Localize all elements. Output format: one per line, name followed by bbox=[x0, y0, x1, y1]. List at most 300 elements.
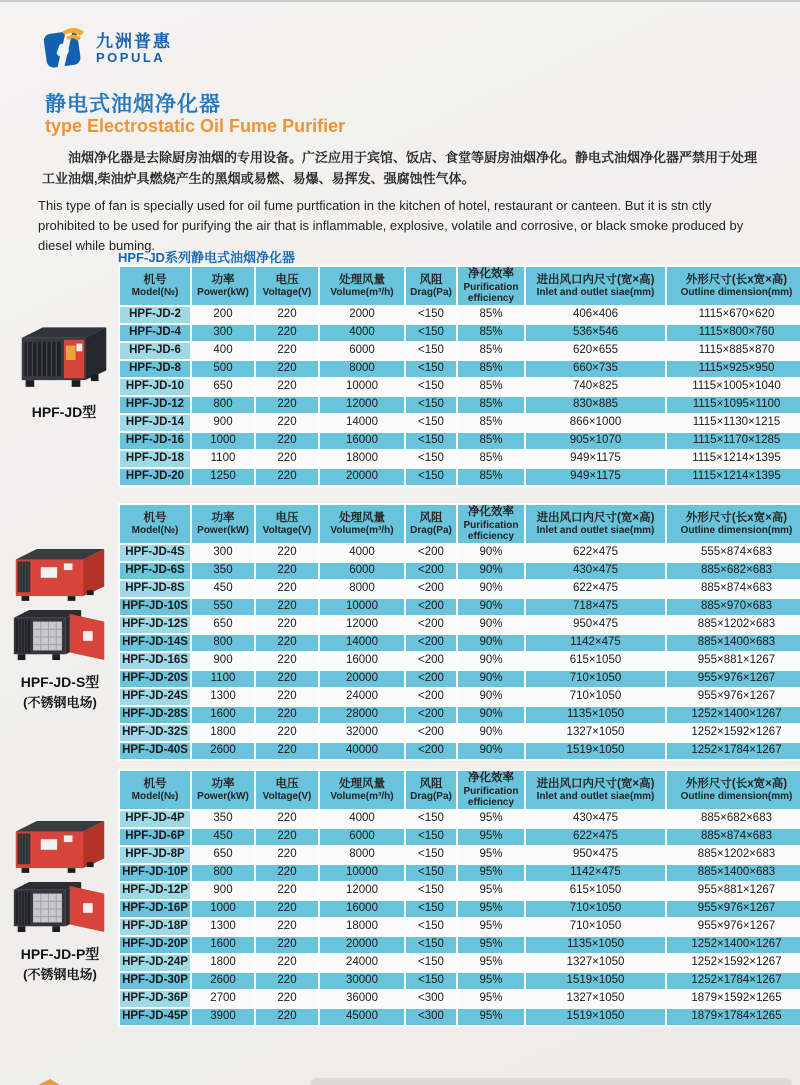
data-cell: 1519×1050 bbox=[525, 1008, 666, 1026]
data-cell: 1115×1214×1395 bbox=[666, 468, 800, 486]
data-cell: 18000 bbox=[319, 918, 405, 936]
data-cell: 14000 bbox=[319, 634, 405, 652]
table-row bbox=[119, 688, 800, 706]
data-cell: 220 bbox=[255, 936, 319, 954]
data-cell: 220 bbox=[255, 724, 319, 742]
data-cell: 300 bbox=[191, 324, 255, 342]
data-cell: 220 bbox=[255, 688, 319, 706]
table-row bbox=[119, 450, 800, 468]
data-cell: 90% bbox=[457, 724, 525, 742]
data-cell: 660×735 bbox=[525, 360, 666, 378]
data-cell: 955×976×1267 bbox=[666, 670, 800, 688]
data-cell: 710×1050 bbox=[525, 670, 666, 688]
product-sublabel: (不锈钢电场) bbox=[23, 967, 97, 982]
column-header: 处理风量 Volume(m³/h) bbox=[319, 504, 405, 544]
data-cell: 1115×1095×1100 bbox=[666, 396, 800, 414]
data-cell: 4000 bbox=[319, 544, 405, 562]
product-photo-hpf-jd-icon bbox=[10, 320, 118, 398]
data-cell: 1327×1050 bbox=[525, 954, 666, 972]
data-cell: 95% bbox=[457, 954, 525, 972]
data-cell: 14000 bbox=[319, 414, 405, 432]
data-cell: 1300 bbox=[191, 688, 255, 706]
data-cell: 220 bbox=[255, 954, 319, 972]
data-cell: 2700 bbox=[191, 990, 255, 1008]
data-cell: 95% bbox=[457, 990, 525, 1008]
product-label: HPF-JD-P型 bbox=[20, 946, 100, 962]
data-cell: 500 bbox=[191, 360, 255, 378]
data-cell: 1879×1592×1265 bbox=[666, 990, 800, 1008]
data-cell: 1142×475 bbox=[525, 634, 666, 652]
data-cell: 220 bbox=[255, 828, 319, 846]
data-cell: 220 bbox=[255, 450, 319, 468]
model-cell: HPF-JD-12 bbox=[119, 396, 191, 414]
data-cell: 85% bbox=[457, 450, 525, 468]
data-cell: 615×1050 bbox=[525, 652, 666, 670]
data-cell: <200 bbox=[405, 742, 457, 760]
data-cell: 536×546 bbox=[525, 324, 666, 342]
model-cell: HPF-JD-2 bbox=[119, 306, 191, 324]
data-cell: 220 bbox=[255, 1008, 319, 1026]
data-cell: <150 bbox=[405, 882, 457, 900]
data-cell: 220 bbox=[255, 342, 319, 360]
data-cell: <200 bbox=[405, 580, 457, 598]
column-header: 进出风口内尺寸(宽×高) Inlet and outlet siae(mm) bbox=[525, 504, 666, 544]
company-name-cn: 九洲普惠 bbox=[96, 31, 172, 51]
data-cell: 866×1000 bbox=[525, 414, 666, 432]
data-cell: <200 bbox=[405, 634, 457, 652]
data-cell: 710×1050 bbox=[525, 918, 666, 936]
table-row bbox=[119, 882, 800, 900]
data-cell: 95% bbox=[457, 846, 525, 864]
column-header: 风阻 Drag(Pa) bbox=[405, 266, 457, 306]
model-cell: HPF-JD-18P bbox=[119, 918, 191, 936]
table-row bbox=[119, 634, 800, 652]
data-cell: 1115×1005×1040 bbox=[666, 378, 800, 396]
table-row bbox=[119, 652, 800, 670]
data-cell: 450 bbox=[191, 580, 255, 598]
data-cell: 620×655 bbox=[525, 342, 666, 360]
data-cell: 1252×1784×1267 bbox=[666, 972, 800, 990]
series-section-title: HPF-JD系列静电式油烟净化器 bbox=[118, 250, 295, 265]
data-cell: 740×825 bbox=[525, 378, 666, 396]
table-row bbox=[119, 580, 800, 598]
data-cell: 430×475 bbox=[525, 810, 666, 828]
data-cell: 220 bbox=[255, 990, 319, 1008]
data-cell: 1135×1050 bbox=[525, 706, 666, 724]
data-cell: 3900 bbox=[191, 1008, 255, 1026]
data-cell: 12000 bbox=[319, 882, 405, 900]
data-cell: 800 bbox=[191, 396, 255, 414]
data-cell: 905×1070 bbox=[525, 432, 666, 450]
page-title-cn: 静电式油烟净化器 bbox=[45, 93, 221, 116]
data-cell: 4000 bbox=[319, 324, 405, 342]
intro-paragraph-cn: 油烟净化器是去除厨房油烟的专用设备。广泛应用于宾馆、饭店、食堂等厨房油烟净化。静电式油烟净化器严禁用于处理工业油烟,柴油炉具燃烧产生的黑烟或易燃、易爆、易挥发、强腐蚀性气体。 bbox=[42, 150, 758, 186]
data-cell: 85% bbox=[457, 342, 525, 360]
data-cell: 8000 bbox=[319, 580, 405, 598]
model-cell: HPF-JD-20P bbox=[119, 936, 191, 954]
model-cell: HPF-JD-10S bbox=[119, 598, 191, 616]
table-row bbox=[119, 544, 800, 562]
product-label: HPF-JD-S型 bbox=[20, 674, 100, 690]
data-cell: 885×1202×683 bbox=[666, 616, 800, 634]
table-row bbox=[119, 468, 800, 486]
table-row bbox=[119, 706, 800, 724]
data-cell: 955×976×1267 bbox=[666, 900, 800, 918]
data-cell: 1115×925×950 bbox=[666, 360, 800, 378]
data-cell: <200 bbox=[405, 724, 457, 742]
model-cell: HPF-JD-28S bbox=[119, 706, 191, 724]
model-cell: HPF-JD-45P bbox=[119, 1008, 191, 1026]
data-cell: 220 bbox=[255, 652, 319, 670]
data-cell: 718×475 bbox=[525, 598, 666, 616]
next-page-logo-peek bbox=[38, 1079, 60, 1085]
data-cell: 95% bbox=[457, 972, 525, 990]
column-header: 电压 Voltage(V) bbox=[255, 770, 319, 810]
data-cell: 20000 bbox=[319, 468, 405, 486]
data-cell: 885×874×683 bbox=[666, 828, 800, 846]
data-cell: 650 bbox=[191, 378, 255, 396]
data-cell: 95% bbox=[457, 1008, 525, 1026]
table-row bbox=[119, 864, 800, 882]
data-cell: 400 bbox=[191, 342, 255, 360]
data-cell: 90% bbox=[457, 598, 525, 616]
data-cell: <150 bbox=[405, 954, 457, 972]
column-header: 风阻 Drag(Pa) bbox=[405, 770, 457, 810]
data-cell: 6000 bbox=[319, 342, 405, 360]
data-cell: 220 bbox=[255, 742, 319, 760]
data-cell: 220 bbox=[255, 432, 319, 450]
table-row bbox=[119, 616, 800, 634]
data-cell: 1600 bbox=[191, 936, 255, 954]
data-cell: <150 bbox=[405, 828, 457, 846]
model-cell: HPF-JD-24P bbox=[119, 954, 191, 972]
data-cell: 830×885 bbox=[525, 396, 666, 414]
data-cell: <150 bbox=[405, 432, 457, 450]
data-cell: 1142×475 bbox=[525, 864, 666, 882]
column-header: 外形尺寸(长x宽×高) Outline dimension(mm) bbox=[666, 504, 800, 544]
model-cell: HPF-JD-8S bbox=[119, 580, 191, 598]
data-cell: 85% bbox=[457, 432, 525, 450]
table-row bbox=[119, 562, 800, 580]
data-cell: 220 bbox=[255, 598, 319, 616]
product-figure-hpf-jd-p bbox=[6, 816, 114, 983]
data-cell: 1115×1170×1285 bbox=[666, 432, 800, 450]
data-cell: <150 bbox=[405, 414, 457, 432]
data-cell: 900 bbox=[191, 652, 255, 670]
company-logo bbox=[40, 22, 172, 75]
model-cell: HPF-JD-32S bbox=[119, 724, 191, 742]
data-cell: 220 bbox=[255, 360, 319, 378]
model-cell: HPF-JD-16S bbox=[119, 652, 191, 670]
data-cell: 220 bbox=[255, 616, 319, 634]
model-cell: HPF-JD-10 bbox=[119, 378, 191, 396]
table-header-row bbox=[119, 266, 800, 306]
column-header: 功率 Power(kW) bbox=[191, 266, 255, 306]
data-cell: <150 bbox=[405, 360, 457, 378]
data-cell: 1115×800×760 bbox=[666, 324, 800, 342]
data-cell: 622×475 bbox=[525, 580, 666, 598]
data-cell: 885×970×683 bbox=[666, 598, 800, 616]
table-row bbox=[119, 670, 800, 688]
data-cell: 406×406 bbox=[525, 306, 666, 324]
data-cell: 200 bbox=[191, 306, 255, 324]
data-cell: <200 bbox=[405, 616, 457, 634]
data-cell: 95% bbox=[457, 936, 525, 954]
table-row bbox=[119, 598, 800, 616]
data-cell: 10000 bbox=[319, 598, 405, 616]
data-cell: <200 bbox=[405, 598, 457, 616]
page-top-rule bbox=[0, 0, 800, 2]
data-cell: <200 bbox=[405, 688, 457, 706]
data-cell: 220 bbox=[255, 468, 319, 486]
spec-table-hpf-jd-p bbox=[118, 769, 800, 1027]
table-header-row bbox=[119, 504, 800, 544]
data-cell: 1100 bbox=[191, 450, 255, 468]
data-cell: 6000 bbox=[319, 562, 405, 580]
popula-logo-icon bbox=[40, 22, 88, 75]
data-cell: 220 bbox=[255, 900, 319, 918]
column-header: 机号 Model(№) bbox=[119, 770, 191, 810]
data-cell: 85% bbox=[457, 324, 525, 342]
table-row bbox=[119, 1008, 800, 1026]
table-row bbox=[119, 990, 800, 1008]
data-cell: <150 bbox=[405, 378, 457, 396]
data-cell: 949×1175 bbox=[525, 468, 666, 486]
data-cell: 24000 bbox=[319, 688, 405, 706]
data-cell: 16000 bbox=[319, 900, 405, 918]
data-cell: 1100 bbox=[191, 670, 255, 688]
data-cell: 95% bbox=[457, 900, 525, 918]
data-cell: 12000 bbox=[319, 616, 405, 634]
column-header: 净化效率 Purification efficiency bbox=[457, 770, 525, 810]
data-cell: 8000 bbox=[319, 360, 405, 378]
table-header-row bbox=[119, 770, 800, 810]
table-row bbox=[119, 810, 800, 828]
data-cell: 900 bbox=[191, 882, 255, 900]
data-cell: 2600 bbox=[191, 742, 255, 760]
data-cell: 622×475 bbox=[525, 828, 666, 846]
data-cell: 90% bbox=[457, 634, 525, 652]
data-cell: 16000 bbox=[319, 432, 405, 450]
data-cell: 1600 bbox=[191, 706, 255, 724]
data-cell: <200 bbox=[405, 544, 457, 562]
data-cell: 1000 bbox=[191, 432, 255, 450]
company-name-en: POPULA bbox=[96, 49, 166, 65]
data-cell: 220 bbox=[255, 562, 319, 580]
data-cell: 220 bbox=[255, 706, 319, 724]
data-cell: <150 bbox=[405, 324, 457, 342]
data-cell: 350 bbox=[191, 562, 255, 580]
table-row bbox=[119, 342, 800, 360]
model-cell: HPF-JD-20 bbox=[119, 468, 191, 486]
table-row bbox=[119, 900, 800, 918]
product-photo-closed-red-icon bbox=[6, 544, 114, 602]
table-row bbox=[119, 846, 800, 864]
data-cell: 8000 bbox=[319, 846, 405, 864]
model-cell: HPF-JD-4P bbox=[119, 810, 191, 828]
table-row bbox=[119, 360, 800, 378]
data-cell: 1115×670×620 bbox=[666, 306, 800, 324]
data-cell: 85% bbox=[457, 414, 525, 432]
table-row bbox=[119, 954, 800, 972]
column-header: 机号 Model(№) bbox=[119, 504, 191, 544]
data-cell: 615×1050 bbox=[525, 882, 666, 900]
data-cell: 220 bbox=[255, 634, 319, 652]
data-cell: 220 bbox=[255, 670, 319, 688]
spec-table-hpf-jd-s bbox=[118, 503, 800, 761]
product-sublabel: (不锈钢电场) bbox=[23, 695, 97, 710]
data-cell: 10000 bbox=[319, 864, 405, 882]
model-cell: HPF-JD-8 bbox=[119, 360, 191, 378]
data-cell: 622×475 bbox=[525, 544, 666, 562]
column-header: 机号 Model(№) bbox=[119, 266, 191, 306]
data-cell: 220 bbox=[255, 396, 319, 414]
data-cell: 1519×1050 bbox=[525, 972, 666, 990]
product-photo-open-door-icon bbox=[6, 604, 114, 668]
data-cell: 300 bbox=[191, 544, 255, 562]
column-header: 净化效率 Purification efficiency bbox=[457, 504, 525, 544]
data-cell: 220 bbox=[255, 324, 319, 342]
product-photo-open-door-icon bbox=[6, 876, 114, 940]
table-row bbox=[119, 936, 800, 954]
data-cell: <200 bbox=[405, 706, 457, 724]
spec-table-hpf-jd bbox=[118, 265, 800, 487]
data-cell: 32000 bbox=[319, 724, 405, 742]
data-cell: 710×1050 bbox=[525, 688, 666, 706]
data-cell: 885×1202×683 bbox=[666, 846, 800, 864]
data-cell: 220 bbox=[255, 580, 319, 598]
data-cell: 90% bbox=[457, 670, 525, 688]
data-cell: 885×682×683 bbox=[666, 810, 800, 828]
intro-paragraph-en: This type of fan is specially used for oil fume purtfication in the kitchen of hotel, restaurant or canteen. But it is stn ctly prohibited to be used for purifying the air that is inflammable, explosive, volatile and corrosive, or black smoke produced by diesel while buming. bbox=[38, 198, 744, 254]
data-cell: 550 bbox=[191, 598, 255, 616]
data-cell: 220 bbox=[255, 306, 319, 324]
next-page-edge bbox=[310, 1078, 792, 1085]
data-cell: 955×976×1267 bbox=[666, 688, 800, 706]
data-cell: <150 bbox=[405, 846, 457, 864]
data-cell: 6000 bbox=[319, 828, 405, 846]
data-cell: 1252×1784×1267 bbox=[666, 742, 800, 760]
model-cell: HPF-JD-20S bbox=[119, 670, 191, 688]
data-cell: 220 bbox=[255, 864, 319, 882]
data-cell: 1250 bbox=[191, 468, 255, 486]
data-cell: 18000 bbox=[319, 450, 405, 468]
table-row bbox=[119, 324, 800, 342]
data-cell: 955×976×1267 bbox=[666, 918, 800, 936]
data-cell: 90% bbox=[457, 616, 525, 634]
data-cell: 220 bbox=[255, 378, 319, 396]
model-cell: HPF-JD-12P bbox=[119, 882, 191, 900]
data-cell: <200 bbox=[405, 670, 457, 688]
data-cell: 800 bbox=[191, 634, 255, 652]
data-cell: <200 bbox=[405, 562, 457, 580]
table-row bbox=[119, 742, 800, 760]
data-cell: 1327×1050 bbox=[525, 724, 666, 742]
table-row bbox=[119, 724, 800, 742]
data-cell: <150 bbox=[405, 864, 457, 882]
data-cell: 555×874×683 bbox=[666, 544, 800, 562]
model-cell: HPF-JD-16 bbox=[119, 432, 191, 450]
column-header: 处理风量 Volume(m³/h) bbox=[319, 770, 405, 810]
data-cell: 800 bbox=[191, 864, 255, 882]
data-cell: 2000 bbox=[319, 306, 405, 324]
data-cell: 95% bbox=[457, 828, 525, 846]
data-cell: 20000 bbox=[319, 670, 405, 688]
table-row bbox=[119, 414, 800, 432]
data-cell: <300 bbox=[405, 1008, 457, 1026]
data-cell: 885×1400×683 bbox=[666, 634, 800, 652]
data-cell: 95% bbox=[457, 810, 525, 828]
data-cell: 1000 bbox=[191, 900, 255, 918]
data-cell: 95% bbox=[457, 864, 525, 882]
model-cell: HPF-JD-6 bbox=[119, 342, 191, 360]
column-header: 处理风量 Volume(m³/h) bbox=[319, 266, 405, 306]
data-cell: 650 bbox=[191, 616, 255, 634]
data-cell: 45000 bbox=[319, 1008, 405, 1026]
data-cell: <150 bbox=[405, 972, 457, 990]
column-header: 风阻 Drag(Pa) bbox=[405, 504, 457, 544]
page-title-en: type Electrostatic Oil Fume Purifier bbox=[45, 116, 346, 136]
data-cell: 350 bbox=[191, 810, 255, 828]
data-cell: 2600 bbox=[191, 972, 255, 990]
data-cell: <300 bbox=[405, 990, 457, 1008]
model-cell: HPF-JD-4S bbox=[119, 544, 191, 562]
column-header: 电压 Voltage(V) bbox=[255, 504, 319, 544]
product-figure-hpf-jd-s bbox=[6, 544, 114, 711]
model-cell: HPF-JD-4 bbox=[119, 324, 191, 342]
data-cell: 28000 bbox=[319, 706, 405, 724]
column-header: 进出风口内尺寸(宽×高) Inlet and outlet siae(mm) bbox=[525, 770, 666, 810]
data-cell: 1252×1592×1267 bbox=[666, 724, 800, 742]
data-cell: 90% bbox=[457, 706, 525, 724]
data-cell: 900 bbox=[191, 414, 255, 432]
data-cell: 90% bbox=[457, 688, 525, 706]
data-cell: 430×475 bbox=[525, 562, 666, 580]
data-cell: 90% bbox=[457, 562, 525, 580]
table-row bbox=[119, 396, 800, 414]
data-cell: 95% bbox=[457, 918, 525, 936]
data-cell: 85% bbox=[457, 396, 525, 414]
data-cell: 950×475 bbox=[525, 616, 666, 634]
data-cell: 85% bbox=[457, 378, 525, 396]
data-cell: 220 bbox=[255, 544, 319, 562]
model-cell: HPF-JD-14S bbox=[119, 634, 191, 652]
data-cell: 1135×1050 bbox=[525, 936, 666, 954]
model-cell: HPF-JD-6S bbox=[119, 562, 191, 580]
data-cell: 955×881×1267 bbox=[666, 882, 800, 900]
table-row bbox=[119, 828, 800, 846]
data-cell: 16000 bbox=[319, 652, 405, 670]
data-cell: 710×1050 bbox=[525, 900, 666, 918]
column-header: 净化效率 Purification efficiency bbox=[457, 266, 525, 306]
data-cell: <200 bbox=[405, 652, 457, 670]
data-cell: 220 bbox=[255, 882, 319, 900]
data-cell: 36000 bbox=[319, 990, 405, 1008]
data-cell: <150 bbox=[405, 936, 457, 954]
model-cell: HPF-JD-24S bbox=[119, 688, 191, 706]
data-cell: 949×1175 bbox=[525, 450, 666, 468]
product-label: HPF-JD型 bbox=[31, 404, 97, 420]
column-header: 电压 Voltage(V) bbox=[255, 266, 319, 306]
table-row bbox=[119, 378, 800, 396]
data-cell: 950×475 bbox=[525, 846, 666, 864]
data-cell: <150 bbox=[405, 342, 457, 360]
model-cell: HPF-JD-14 bbox=[119, 414, 191, 432]
data-cell: 1115×1214×1395 bbox=[666, 450, 800, 468]
model-cell: HPF-JD-16P bbox=[119, 900, 191, 918]
model-cell: HPF-JD-40S bbox=[119, 742, 191, 760]
data-cell: 4000 bbox=[319, 810, 405, 828]
